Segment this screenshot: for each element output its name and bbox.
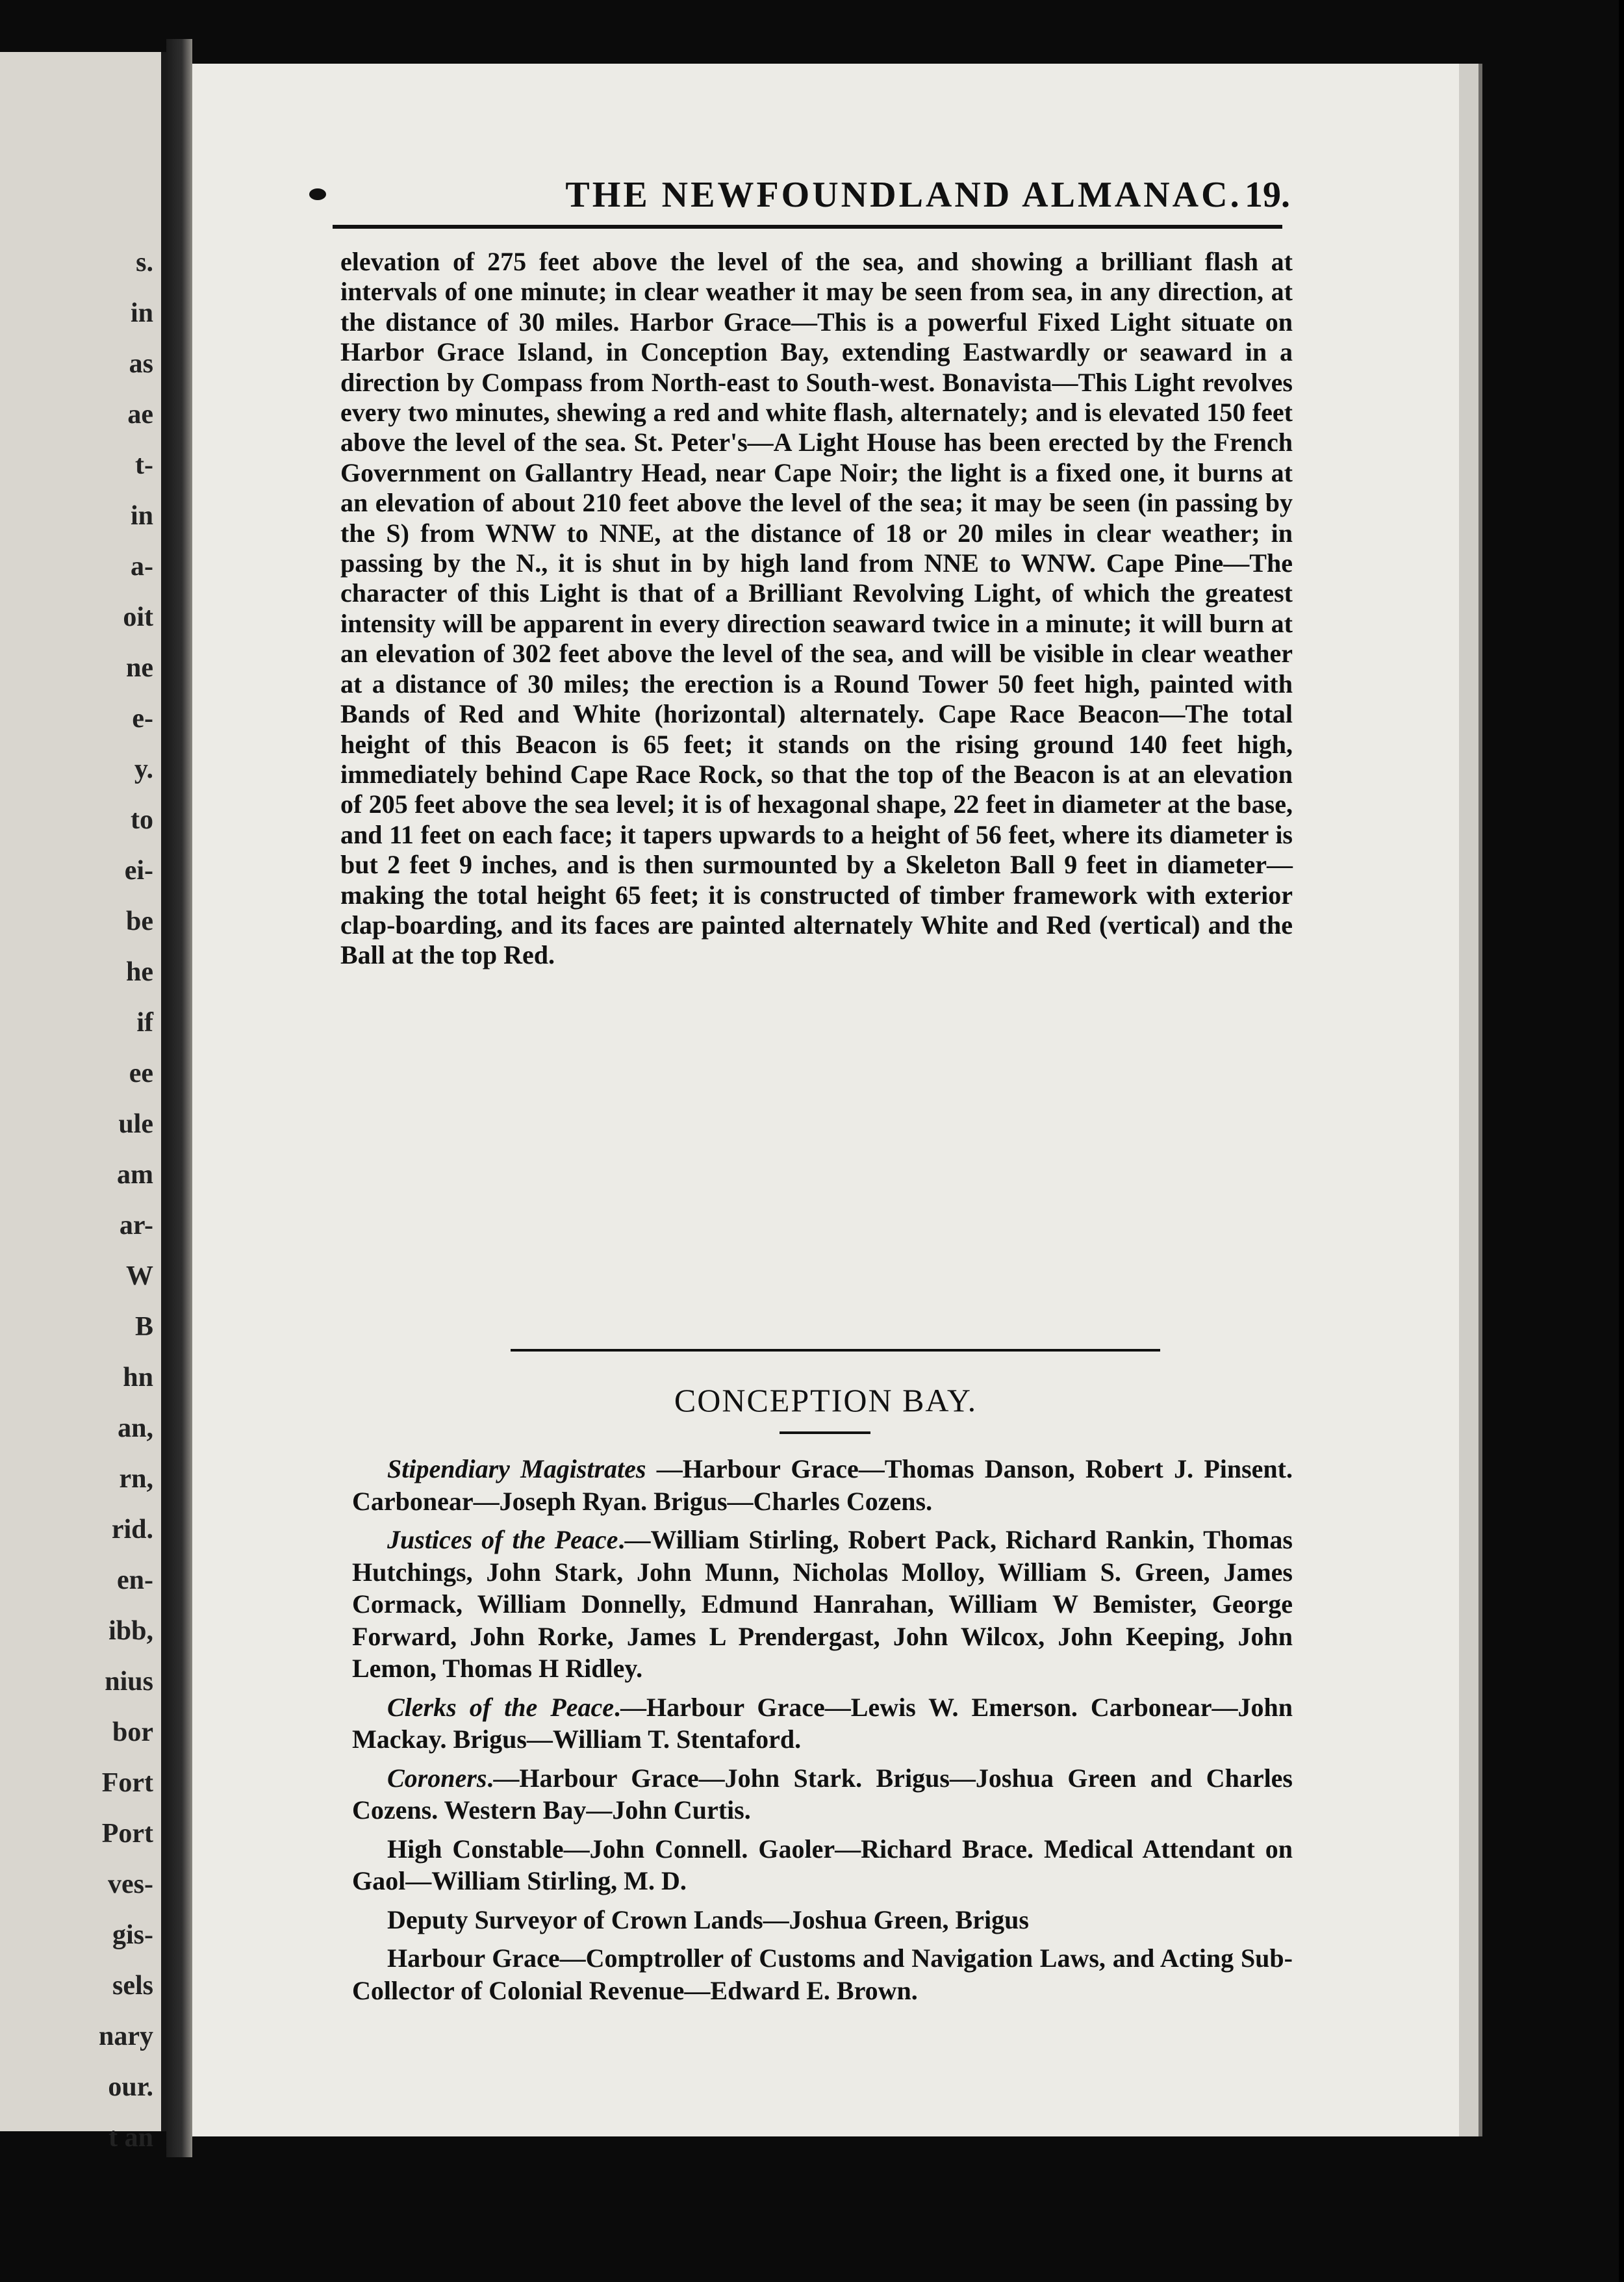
facing-page-fragment-line: nary	[99, 2021, 153, 2051]
entry-stipendiary-magistrates: Stipendiary Magistrates —Harbour Grace—Thomas Danson, Robert J. Pinsent. Carbonear—Joseph Ryan. Brigus—Charles Cozens.	[352, 1454, 1293, 1516]
facing-page-fragment-line: ule	[118, 1109, 153, 1139]
facing-page-fragment-line: ee	[129, 1058, 153, 1088]
bullet-mark-icon	[309, 188, 326, 200]
facing-page-fragment-line: gis-	[112, 1920, 153, 1950]
section-title: CONCEPTION BAY.	[674, 1382, 978, 1418]
lighthouse-paragraph: elevation of 275 feet above the level of the sea, and showing a brilliant flash at intervals of one minute; in clear weather it may be seen from sea, in any direction, at the distance of 30 miles. Harbor Grace—This is a powerful Fixed Light situate on Harbor Grace Island, in Conception Bay, extending Eastwardly or seaward in a direction by Compass from North-east to South-west. Bonavista—This Light revolves every two minutes, shewing a red and white flash, alternately; and is elevated 150 feet above the level of the sea. St. Peter's—A Light House has been erected by the French Government on Gallantry Head, near Cape Noir; the light is a fixed one, it burns at an elevation of about 210 feet above the level of the sea; it may be seen (in passing by the S) from WNW to NNE, at the distance of 18 or 20 miles in clear weather; in passing by the N., it is shut in by high land from NNE to WNW. Cape Pine—The character of this Light is that of a Brilliant Revolving Light, of which the greatest intensity will be apparent in every direction seaward twice in a minute; it will burn at an elevation of 302 feet above the level of the sea, and will be visible in clear weather at a distance of 30 miles; the erection is a Round Tower 50 feet high, painted with Bands of Red and White (horizontal) alternately. Cape Race Beacon—The total height of this Beacon is 65 feet; it stands on the rising ground 140 feet high, immediately behind Cape Race Rock, so that the top of the Beacon is at an elevation of 205 feet above the sea level; it is of hexagonal shape, 22 feet in diameter at the base, and 11 feet on each face; it tapers upwards to a height of 56 feet, where its diameter is but 2 feet 9 inches, and is then surmounted by a Skeleton Ball 9 feet in diameter—making the total height 65 feet; it is constructed of timber framework with exterior clap-boarding, and its faces are painted alternately White and Red (vertical) and the Ball at the top Red.	[340, 247, 1293, 970]
running-header	[192, 174, 1459, 226]
facing-page-fragment-line: s.	[136, 248, 153, 277]
facing-page-fragment-line: a-	[131, 552, 153, 582]
facing-page-fragment-line: rn,	[119, 1464, 153, 1494]
entry-high-constable: High Constable—John Connell. Gaoler—Richard Brace. Medical Attendant on Gaol—William Stirling, M. D.	[352, 1834, 1293, 1895]
facing-page-fragment-line: ae	[127, 400, 153, 429]
facing-page-fragment-line: our.	[108, 2072, 153, 2102]
page-title: THE NEWFOUNDLAND ALMANAC.	[565, 175, 1242, 215]
scan-edge	[1619, 0, 1624, 2282]
conception-bay-entries	[352, 1453, 1293, 2013]
facing-page-fragment-line: hn	[123, 1363, 153, 1392]
facing-page-fragment-line: ves-	[108, 1869, 153, 1899]
entry-deputy-surveyor: Deputy Surveyor of Crown Lands—Joshua Green, Brigus	[387, 1904, 1029, 1934]
facing-page-fragment-line: en-	[117, 1565, 153, 1595]
facing-page-fragment-line: Fort	[101, 1768, 153, 1798]
facing-page-fragment-line: am	[117, 1160, 153, 1190]
facing-page-fragment-line: be	[126, 906, 153, 936]
facing-page-fragment-line: in	[130, 298, 153, 328]
entry-coroners: Coroners.—Harbour Grace—John Stark. Brigus—Joshua Green and Charles Cozens. Western Bay—John Curtis.	[352, 1763, 1293, 1825]
facing-page-fragment-line: an,	[118, 1413, 153, 1443]
facing-page-fragment-line: e-	[132, 704, 153, 734]
facing-page-fragment-line: nius	[105, 1667, 153, 1697]
facing-page-fragment-line: ar-	[119, 1211, 153, 1240]
section-divider	[511, 1349, 1160, 1352]
book-gutter	[166, 39, 192, 2157]
facing-page-fragment-line: ibb,	[108, 1616, 153, 1646]
facing-page-fragment-line: bor	[112, 1717, 153, 1747]
facing-page-fragment-line: to	[131, 805, 153, 835]
facing-page-fragment-line: in	[130, 501, 153, 531]
facing-page-fragment	[0, 52, 166, 2153]
facing-page-fragment-line: ei-	[124, 856, 153, 886]
section-title-underline	[780, 1431, 870, 1434]
facing-page-fragment-line: t an	[108, 2123, 153, 2153]
facing-page-fragment-line: sels	[112, 1971, 153, 2001]
facing-page-fragment-line: Port	[101, 1819, 153, 1849]
facing-page-fragment-line: as	[129, 349, 153, 379]
header-rule	[333, 225, 1282, 229]
facing-page-fragment-line: y.	[134, 754, 153, 784]
facing-page-fragment-line: he	[126, 957, 153, 987]
facing-page-fragment-line: B	[134, 1312, 153, 1342]
facing-page-fragment-line: rid.	[111, 1515, 153, 1545]
almanac-page	[192, 64, 1478, 2136]
facing-page-fragment-line: if	[136, 1008, 153, 1038]
page-number: 19.	[1245, 175, 1290, 215]
facing-page-fragment-line: W	[126, 1261, 153, 1291]
entry-comptroller-of-customs: Harbour Grace—Comptroller of Customs and Navigation Laws, and Acting Sub-Collector of Colonial Revenue—Edward E. Brown.	[352, 1943, 1293, 2005]
facing-page-fragment-line: oit	[123, 602, 153, 632]
facing-page-fragment-line: ne	[126, 653, 153, 683]
entry-clerks-of-the-peace: Clerks of the Peace.—Harbour Grace—Lewis W. Emerson. Carbonear—John Mackay. Brigus—William T. Stentaford.	[352, 1692, 1293, 1754]
entry-justices-of-the-peace: Justices of the Peace.—William Stirling, Robert Pack, Richard Rankin, Thomas Hutchings, John Stark, John Munn, Nicholas Molloy, William S. Green, James Cormack, William Donnelly, Edmund Hanrahan, William W Bemister, George Forward, John Rorke, James L Prendergast, John Wilcox, John Keeping, John Lemon, Thomas H Ridley.	[352, 1525, 1293, 1683]
facing-page-fragment-line: t-	[135, 450, 153, 480]
